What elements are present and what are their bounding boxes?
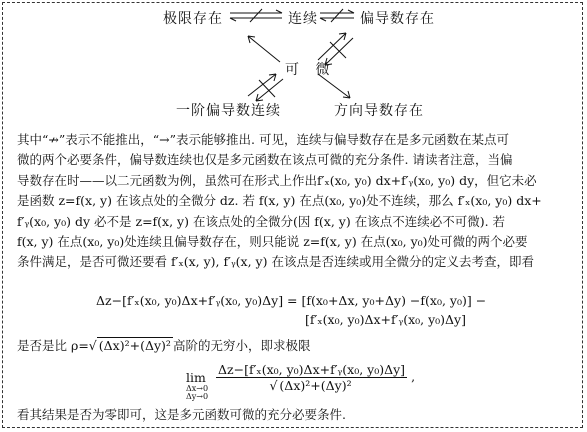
formula-line-1: Δz−[f′ₓ(x₀, y₀)Δx+f′ᵧ(x₀, y₀)Δy] = [f(x₀+Δx, y₀+Δy) −f(x₀, y₀)] −	[96, 293, 487, 308]
rho-prefix: 是否是比 ρ=	[17, 338, 89, 353]
rho-suffix: 高阶的无穷小，即求极限	[172, 338, 311, 353]
paragraph-line: 其中“↛”表示不能推出，“→”表示能够推出. 可见，连续与偏导数存在是多元函数在某点可	[17, 132, 509, 147]
arrow-continuous-partial-icon	[320, 9, 354, 22]
limit-sub-x: Δx→0	[186, 384, 209, 393]
paragraph-line: 是函数 z=f(x, y) 在该点处的全微分 dz. 若 f(x, y) 在点(x₀, y₀)处不连续，那么 f′ₓ(x₀, y₀) dx+	[17, 193, 542, 209]
rho-line	[17, 336, 310, 354]
limit-expression	[186, 362, 416, 401]
paragraph-line: 条件满足，是否可微还要看 f′ₓ(x, y), f′ᵧ(x, y) 在该点是否连续或用全微分的定义去考查，即看	[17, 254, 534, 270]
last-line: 看其结果是否为零即可，这是多元函数可微的充分必要条件.	[17, 407, 346, 422]
rho-radicand: (Δx)²+(Δy)²	[98, 338, 171, 353]
limit-denominator: (Δx)²+(Δy)²	[279, 378, 352, 393]
limit-denominator-wrap	[216, 378, 407, 393]
body-paragraph	[17, 130, 573, 273]
limit-tail: ,	[411, 369, 416, 384]
arrow-diff-to-directional-icon	[318, 74, 350, 98]
diagram-arrows	[0, 0, 587, 128]
paragraph-line: 微的两个必要条件，偏导数连续也仅是多元函数在该点可微的充分条件. 请读者注意，当偏	[17, 152, 513, 168]
implication-diagram	[0, 0, 587, 128]
arrow-diff-to-continuous-icon	[248, 36, 280, 62]
label-limit-exists: 极限存在	[163, 11, 223, 27]
arrow-limit-continuous-icon	[230, 9, 282, 22]
limit-sub-y: Δy→0	[186, 392, 209, 401]
limit-word: lim	[186, 370, 206, 385]
paragraph-line: f(x, y) 在点(x₀, y₀)处连续且偏导数存在，则只能说 z=f(x, y) 在点(x₀, y₀)处可微的两个必要	[17, 234, 528, 250]
label-partial-exists: 偏导数存在	[360, 11, 435, 27]
limit-numerator: Δz−[f′ₓ(x₀, y₀)Δx+f′ᵧ(x₀, y₀)Δy]	[217, 362, 406, 377]
paragraph-line: f′ᵧ(x₀, y₀) dy 必不是 z=f(x, y) 在该点处的全微分(因 f(x, y) 在该点不连续必不可微). 若	[17, 213, 506, 229]
label-continuous: 连续	[288, 11, 318, 27]
paragraph-line: 导数存在时——以二元函数为例，虽然可在形式上作出f′ₓ(x₀, y₀) dx+f′ᵧ(x₀, y₀) dy，但它未必	[17, 172, 537, 188]
label-partial-continuous: 一阶偏导数连续	[176, 103, 281, 119]
label-directional-exists: 方向导数存在	[334, 103, 424, 119]
limit-fraction	[216, 362, 407, 393]
formula-line-2: [f′ₓ(x₀, y₀)Δx+f′ᵧ(x₀, y₀)Δy]	[305, 312, 466, 327]
arrow-diff-partial-icon	[318, 33, 353, 65]
sqrt-icon: √	[269, 378, 278, 393]
sqrt-icon: √	[88, 338, 97, 353]
label-differentiable: 可 微	[285, 62, 336, 78]
arrow-partialcont-diff-icon	[248, 74, 283, 101]
